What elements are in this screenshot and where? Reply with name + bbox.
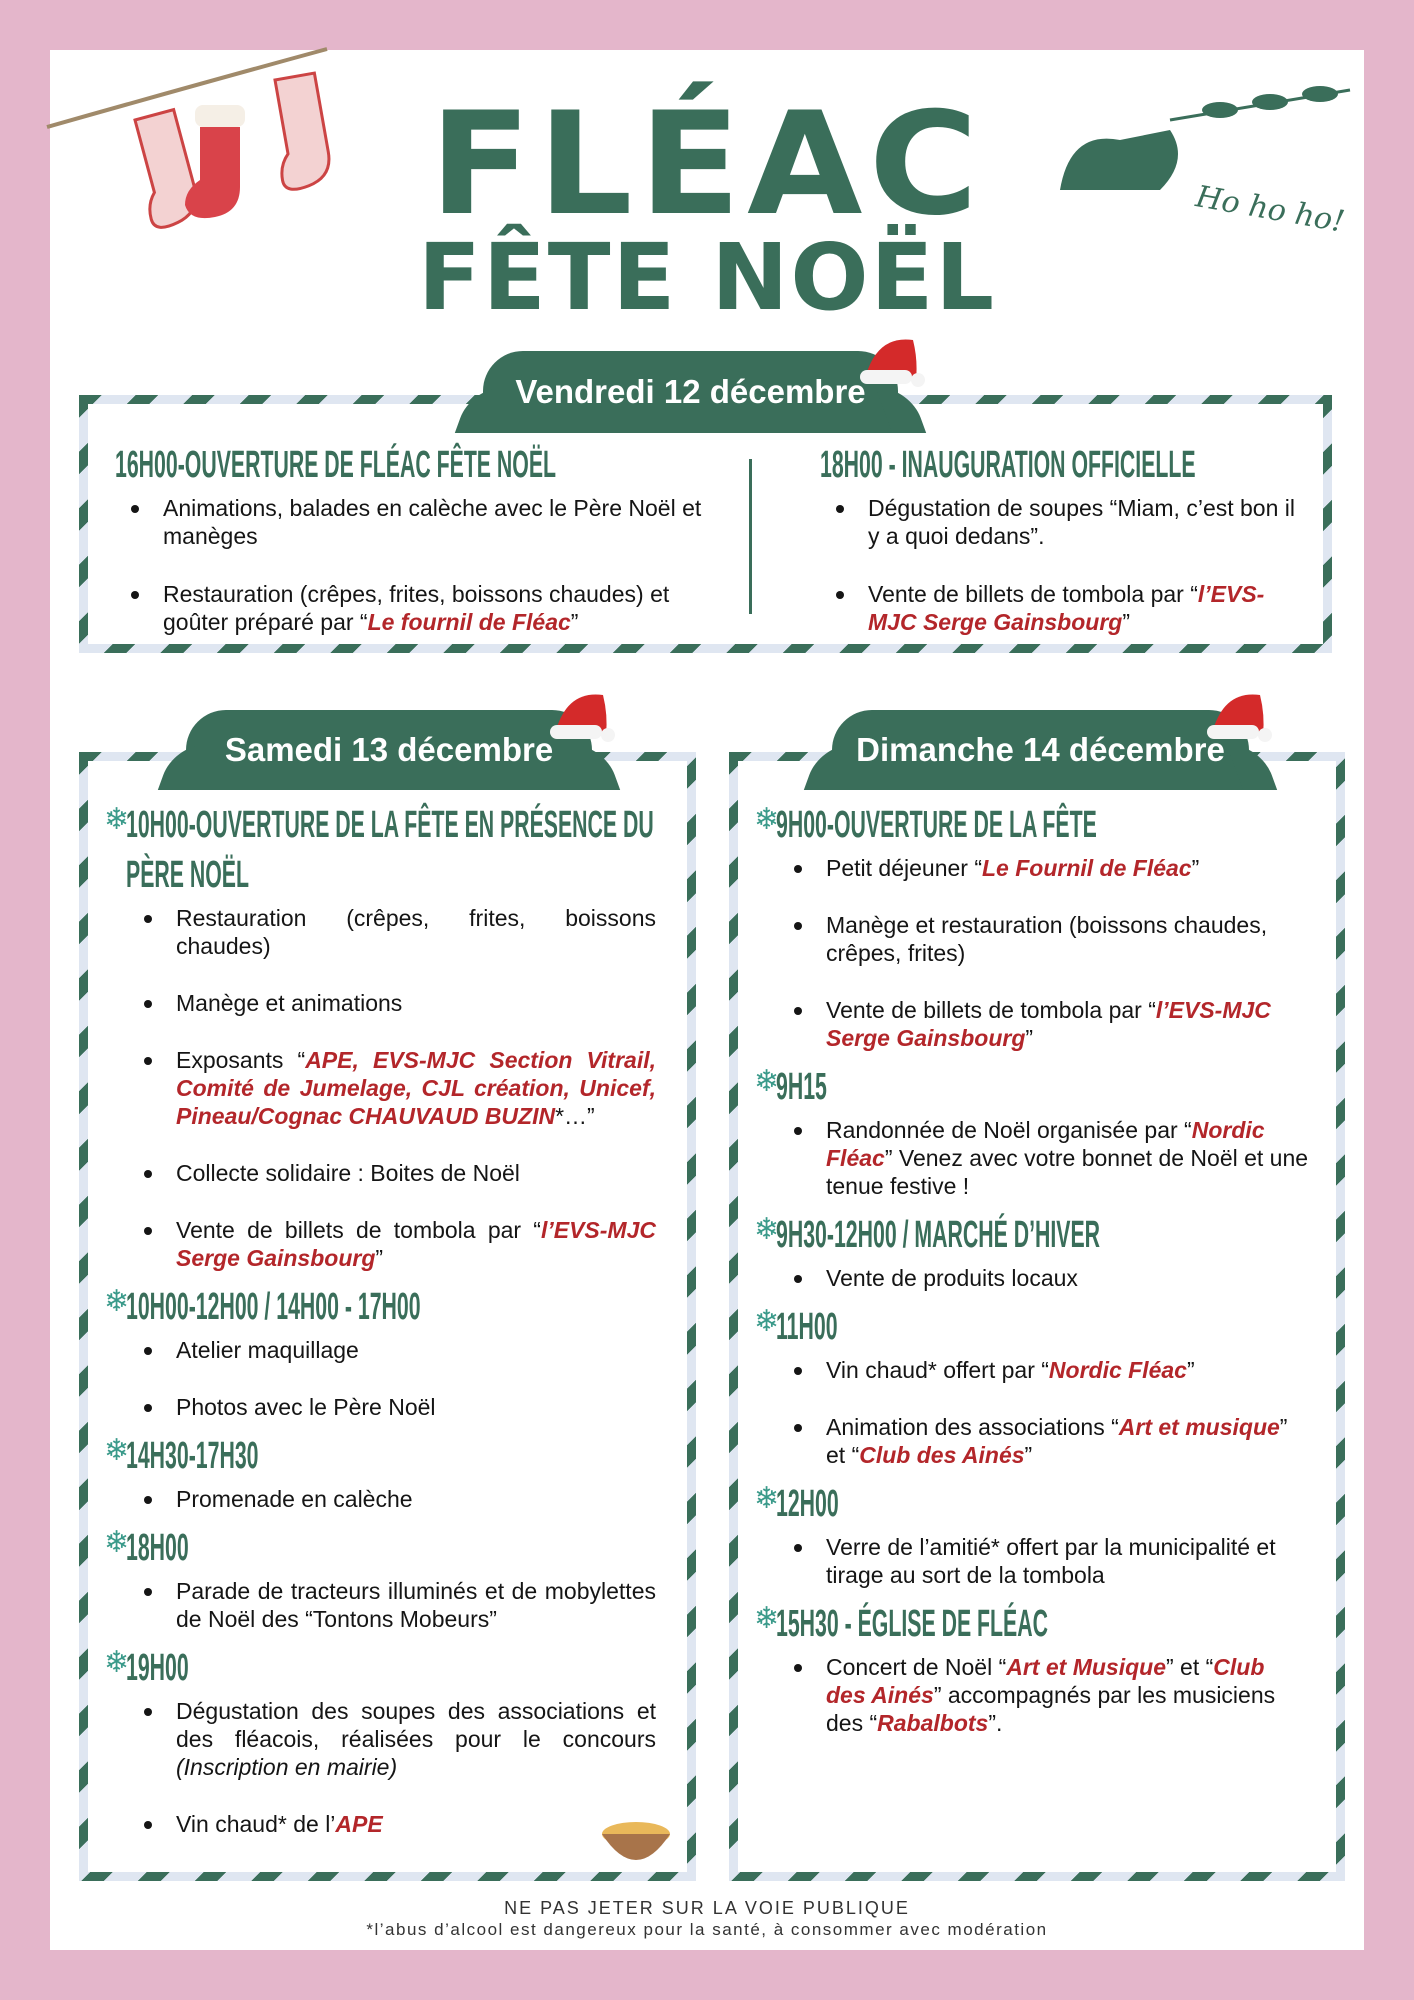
list-item: [778, 1533, 1310, 1589]
list-item: [778, 911, 1310, 967]
snowflake-icon: ❄: [754, 803, 780, 836]
heading-box: [126, 800, 656, 894]
snowflake-icon: ❄: [104, 1285, 130, 1318]
item-text: Randonnée de Noël organisée par “: [826, 1117, 1192, 1143]
item-text: Collecte solidaire : Boites de Noël: [176, 1160, 520, 1186]
title-fete-noel: FÊTE NOËL: [418, 224, 996, 331]
heading-row: [104, 1643, 656, 1689]
heading-row: [754, 1479, 1310, 1525]
heading-row: [104, 800, 656, 896]
heading-text: 15H30 - ÉGLISE DE FLÉAC: [776, 1603, 1048, 1645]
item-text: Parade de tracteurs illuminés et de mobylettes de Noël des “Tontons Mobeurs”: [176, 1578, 656, 1632]
item-text: Manège et animations: [176, 990, 403, 1016]
heading-row: [820, 440, 1310, 484]
item-text: Restauration (crêpes, frites, boissons chaudes) et goûter préparé par “: [163, 581, 670, 635]
sunday-tab: [832, 710, 1249, 790]
highlight-text: Art et Musique: [1006, 1654, 1166, 1680]
item-list: [128, 1577, 656, 1633]
heading-text: 18H00: [126, 1527, 189, 1569]
list-item: [778, 854, 1310, 882]
highlight-text: Nordic Fléac: [826, 1117, 1265, 1171]
item-text: ” et “: [1165, 1654, 1214, 1680]
item-list: [778, 1116, 1310, 1200]
item-text: ”: [1191, 855, 1200, 881]
snowflake-icon: ❄: [754, 1602, 780, 1635]
list-item: [128, 1577, 656, 1633]
highlight-text: Nordic Fléac: [1048, 1357, 1187, 1383]
list-item: [820, 494, 1310, 550]
item-text: ” accompagnés par les musiciens des “: [826, 1682, 1276, 1736]
item-text: Exposants “: [176, 1047, 306, 1073]
section-heading: [754, 1062, 1310, 1108]
heading-box: [126, 1523, 656, 1567]
highlight-text: Club des Ainés: [859, 1442, 1025, 1468]
highlight-text: l’EVS-MJC Serge Gainsbourg: [176, 1217, 656, 1271]
list-item: [128, 1336, 656, 1364]
item-text: Petit déjeuner “: [826, 855, 982, 881]
snowflake-icon: ❄: [104, 1646, 130, 1679]
item-text: Restauration (crêpes, frites, boissons chaudes): [176, 905, 656, 959]
highlight-text: APE, EVS-MJC Section Vitrail, Comité de Jumelage, CJL création, Unicef, Pineau/Cognac CHAUVAUD BUZIN: [176, 1047, 656, 1129]
snowflake-icon: ❄: [104, 803, 130, 836]
heading-text: 19H00: [126, 1647, 189, 1689]
list-item: [778, 1413, 1310, 1469]
item-text: Vin chaud* offert par “: [826, 1357, 1049, 1383]
item-text: ”: [570, 609, 579, 635]
heading-text: 16H00-OUVERTURE DE FLÉAC FÊTE NOËL: [115, 444, 557, 486]
item-text: Dégustation de soupes “Miam, c’est bon il y a quoi dedans”.: [868, 495, 1295, 549]
list-item: [128, 1697, 656, 1781]
list-item: [128, 1393, 656, 1421]
heading-text: 14H30-17H30: [126, 1435, 259, 1477]
heading-box: [820, 440, 1310, 484]
section-heading: [104, 1643, 656, 1689]
column-divider: [749, 459, 752, 614]
highlight-text: APE: [335, 1811, 383, 1837]
item-text: Manège et restauration (boissons chaudes, crêpes, frites): [826, 912, 1268, 966]
list-item: [128, 1046, 656, 1130]
ho-ho-ho-text: Ho ho ho!: [1193, 179, 1348, 240]
heading-text: 10H00-OUVERTURE DE LA FÊTE EN PRÉSENCE DU PÈRE NOËL: [126, 804, 654, 896]
item-text: Vente de billets de tombola par “: [826, 997, 1156, 1023]
item-list: [115, 494, 715, 636]
item-list: [128, 904, 656, 1272]
item-text: Dégustation des soupes des associations et des fléacois, réalisées pour le concours: [176, 1698, 656, 1752]
list-item: [820, 580, 1310, 636]
item-text: Atelier maquillage: [176, 1337, 359, 1363]
item-list: [778, 1653, 1310, 1737]
list-item: [128, 989, 656, 1017]
heading-box: [776, 1479, 1310, 1523]
heading-text: 18H00 - INAUGURATION OFFICIELLE: [820, 444, 1196, 486]
highlight-text: Art et musique: [1118, 1414, 1280, 1440]
footer-alcohol-warning: *l’abus d’alcool est dangereux pour la santé, à consommer avec modération: [366, 1920, 1048, 1939]
section-heading: [104, 1282, 656, 1328]
friday-tab: [483, 351, 898, 433]
heading-box: [776, 800, 1310, 844]
heading-box: [776, 1210, 1310, 1254]
item-text: Vin chaud* de l’: [176, 1811, 336, 1837]
heading-row: [115, 440, 715, 484]
heading-row: [104, 1523, 656, 1569]
heading-text: 9H30-12H00 / MARCHÉ D’HIVER: [776, 1214, 1101, 1256]
item-list: [778, 1356, 1310, 1469]
section-heading: [754, 1210, 1310, 1256]
item-list: [128, 1336, 656, 1421]
item-text: Vente de billets de tombola par “: [868, 581, 1198, 607]
highlight-text: Rabalbots: [877, 1710, 989, 1736]
item-text: Vente de produits locaux: [826, 1265, 1078, 1291]
saturday-tab: [186, 710, 592, 790]
item-list: [778, 1533, 1310, 1589]
heading-box: [776, 1599, 1310, 1643]
item-text: ”: [1024, 1442, 1033, 1468]
snowflake-icon: ❄: [754, 1065, 780, 1098]
list-item: [778, 996, 1310, 1052]
snowflake-icon: ❄: [104, 1434, 130, 1467]
friday-column-2: [820, 440, 1310, 666]
heading-row: [754, 1062, 1310, 1108]
sunday-title: Dimanche 14 décembre: [856, 731, 1225, 768]
item-text: (Inscription en mairie): [176, 1754, 398, 1780]
item-text: Verre de l’amitié* offert par la municipalité et tirage au sort de la tombola: [826, 1534, 1276, 1588]
heading-text: 12H00: [776, 1483, 839, 1525]
item-list: [778, 1264, 1310, 1292]
heading-row: [104, 1431, 656, 1477]
heading-text: 10H00-12H00 / 14H00 - 17H00: [126, 1286, 421, 1328]
santa-hat-icon: [548, 685, 618, 745]
snowflake-icon: ❄: [104, 1526, 130, 1559]
snowflake-icon: ❄: [754, 1213, 780, 1246]
item-text: ”: [1186, 1357, 1195, 1383]
item-list: [128, 1697, 656, 1838]
item-text: ”: [1025, 1025, 1034, 1051]
heading-row: [104, 1282, 656, 1328]
list-item: [128, 1159, 656, 1187]
highlight-text: Le Fournil de Fléac: [981, 855, 1192, 881]
heading-box: [126, 1643, 656, 1687]
heading-box: [776, 1062, 1310, 1106]
list-item: [128, 1216, 656, 1272]
soup-bowl-icon: [598, 1816, 674, 1866]
item-text: ” et “: [826, 1414, 1288, 1468]
item-text: Animations, balades en calèche avec le Père Noël et manèges: [163, 495, 702, 549]
friday-title: Vendredi 12 décembre: [515, 373, 866, 410]
section-heading: [104, 800, 656, 896]
list-item: [778, 1356, 1310, 1384]
section-heading: [104, 1523, 656, 1569]
item-text: ”.: [988, 1710, 1003, 1736]
section-heading: [104, 1431, 656, 1477]
section-heading: [820, 440, 1310, 484]
section-heading: [754, 1479, 1310, 1525]
sunday-program: [754, 800, 1310, 1747]
section-heading: [754, 1599, 1310, 1645]
highlight-text: Club des Ainés: [826, 1654, 1265, 1708]
footer-notice: NE PAS JETER SUR LA VOIE PUBLIQUE: [504, 1898, 910, 1918]
heading-row: [754, 1302, 1310, 1348]
title-fleac: FLÉAC: [429, 82, 985, 247]
heading-box: [776, 1302, 1310, 1346]
snowflake-icon: ❄: [754, 1482, 780, 1515]
list-item: [115, 494, 715, 550]
item-text: Photos avec le Père Noël: [176, 1394, 436, 1420]
section-heading: [115, 440, 715, 484]
item-text: ” Venez avec votre bonnet de Noël et une tenue festive !: [826, 1145, 1309, 1199]
highlight-text: l’EVS-MJC Serge Gainsbourg: [868, 581, 1265, 635]
section-heading: [754, 1302, 1310, 1348]
list-item: [778, 1116, 1310, 1200]
heading-text: 9H15: [776, 1066, 827, 1108]
heading-box: [115, 440, 715, 484]
heading-row: [754, 1210, 1310, 1256]
item-text: ”: [375, 1245, 384, 1271]
list-item: [778, 1653, 1310, 1737]
snowflake-icon: ❄: [754, 1305, 780, 1338]
list-item: [128, 1810, 656, 1838]
saturday-title: Samedi 13 décembre: [224, 731, 554, 768]
item-text: Vente de billets de tombola par “: [176, 1217, 541, 1243]
list-item: [128, 904, 656, 960]
heading-row: [754, 800, 1310, 846]
santa-hat-icon: [858, 330, 928, 390]
item-text: ”: [1122, 609, 1130, 635]
section-heading: [754, 800, 1310, 846]
item-list: [128, 1485, 656, 1513]
item-text: Animation des associations “: [826, 1414, 1119, 1440]
highlight-text: l’EVS-MJC Serge Gainsbourg: [826, 997, 1271, 1051]
item-text: Promenade en calèche: [176, 1486, 413, 1512]
item-list: [820, 494, 1310, 636]
list-item: [115, 580, 715, 636]
friday-column-1: [115, 440, 715, 666]
list-item: [128, 1485, 656, 1513]
item-text: *…”: [555, 1103, 595, 1129]
heading-box: [126, 1282, 656, 1326]
item-text: Concert de Noël “: [826, 1654, 1007, 1680]
item-list: [778, 854, 1310, 1052]
heading-box: [126, 1431, 656, 1475]
highlight-text: Le fournil de Fléac: [367, 609, 571, 635]
heading-row: [754, 1599, 1310, 1645]
heading-text: 9H00-OUVERTURE DE LA FÊTE: [776, 804, 1097, 846]
list-item: [778, 1264, 1310, 1292]
heading-text: 11H00: [776, 1306, 838, 1348]
saturday-program: [104, 800, 656, 1848]
